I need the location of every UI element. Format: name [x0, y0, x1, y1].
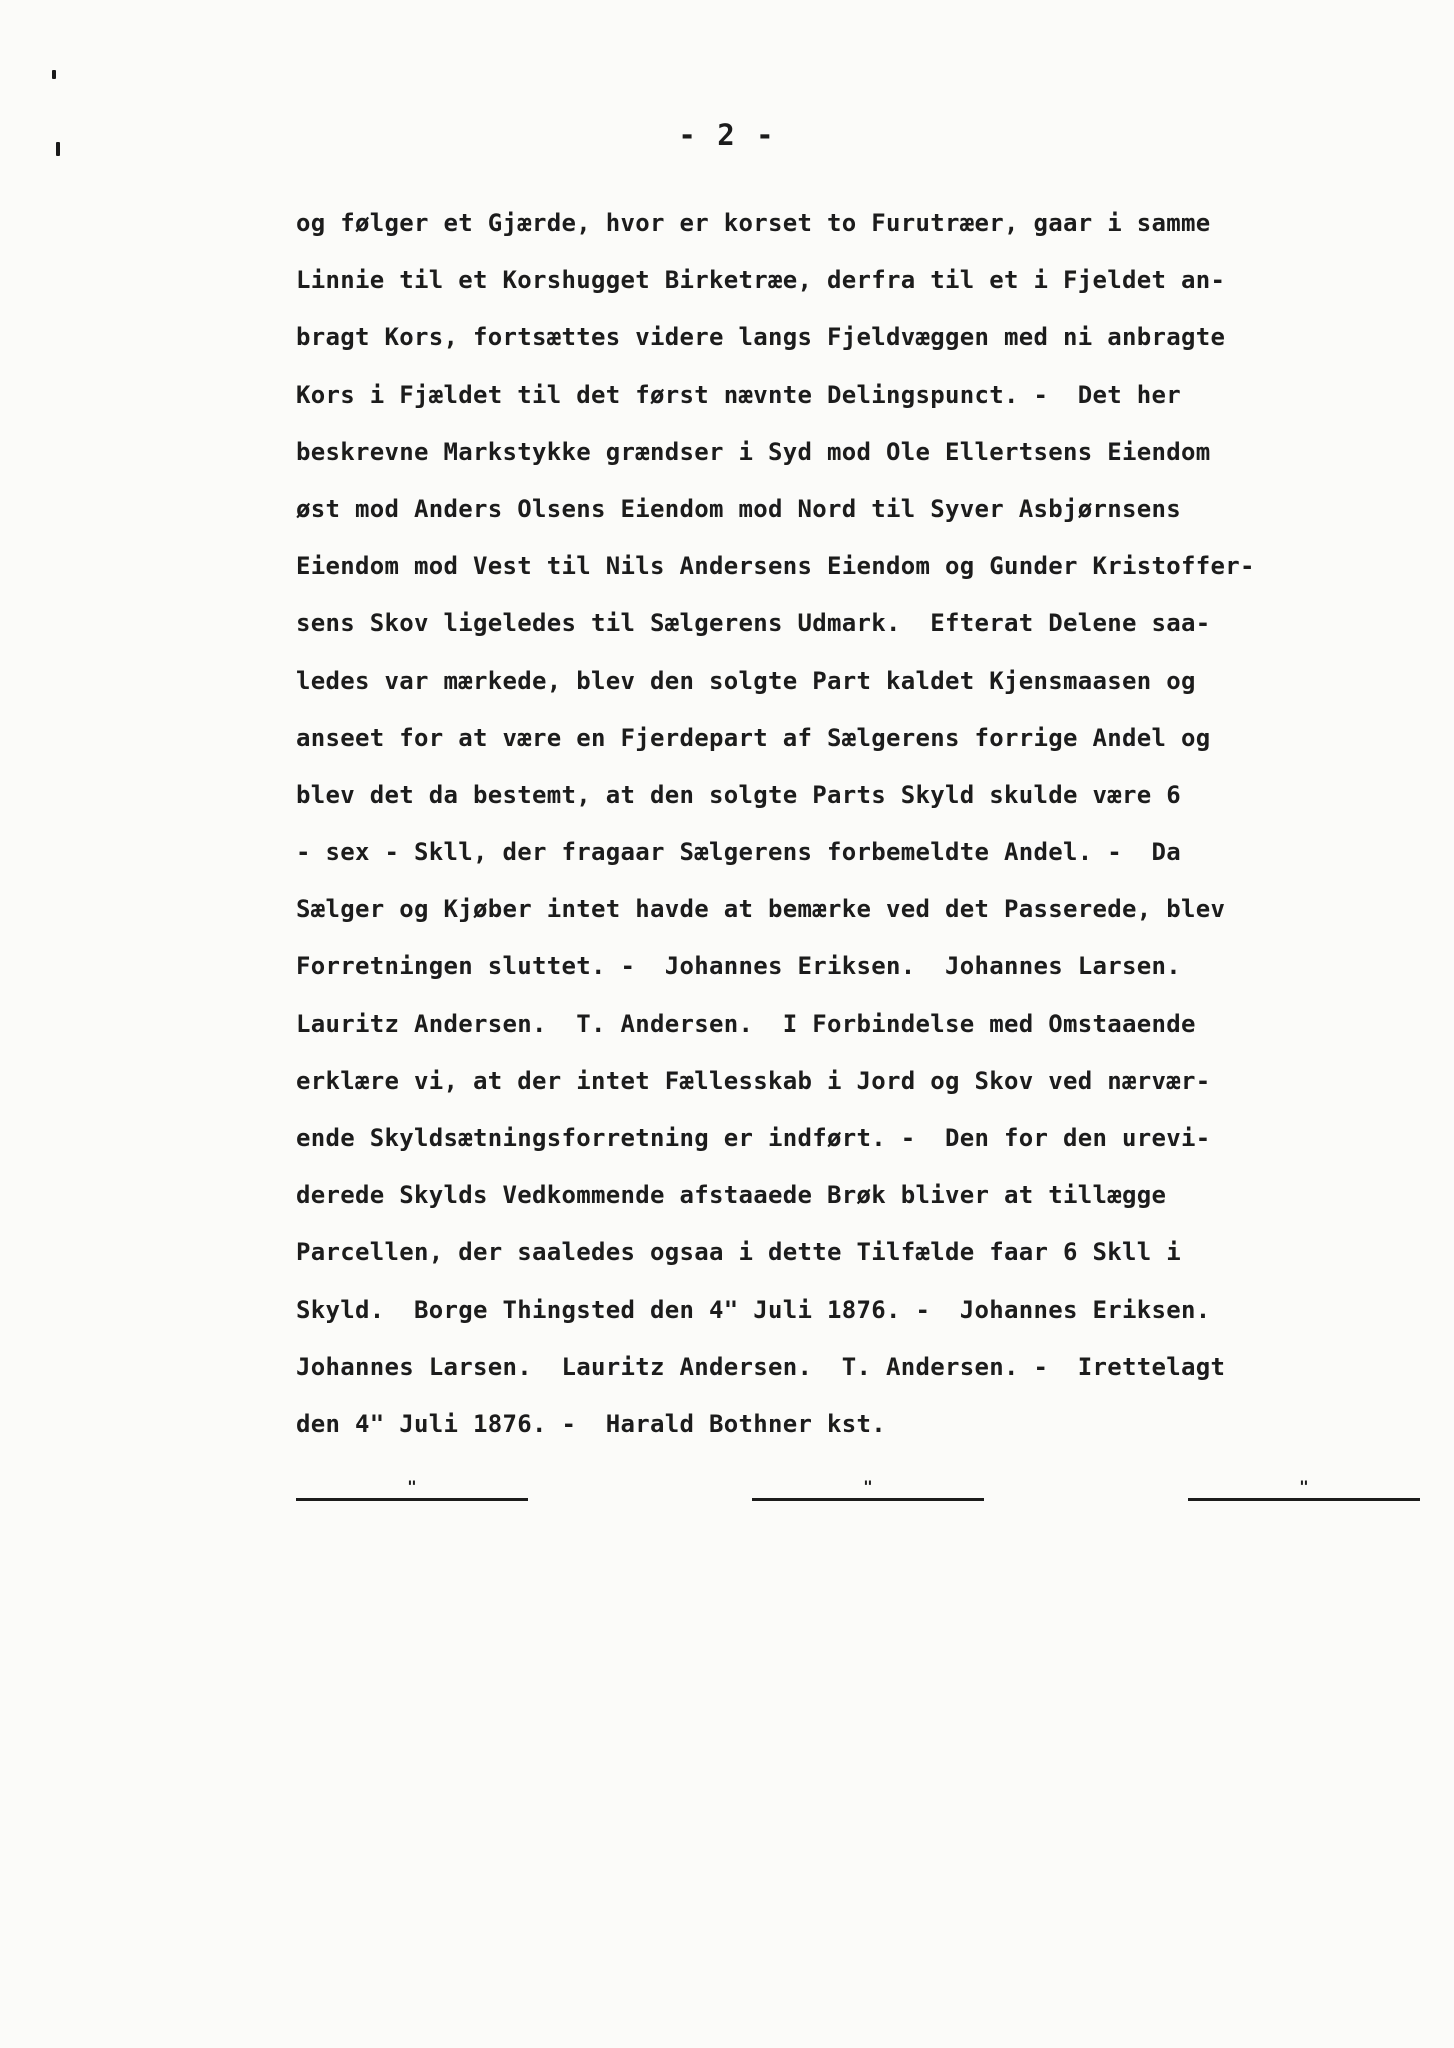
separator-line: " — [752, 1478, 984, 1501]
text-line: Kors i Fjældet til det først nævnte Delingspunct. - Det her — [296, 380, 1181, 409]
text-line: ledes var mærkede, blev den solgte Part kaldet Kjensmaasen og — [296, 666, 1196, 695]
text-line: derede Skylds Vedkommende afstaaede Brøk bliver at tillægge — [296, 1181, 1167, 1210]
page-number: - 2 - — [678, 118, 776, 152]
text-line: blev det da bestemt, at den solgte Parts Skyld skulde være 6 — [296, 780, 1181, 809]
text-line: erklære vi, at der intet Fællesskab i Jord og Skov ved nærvær- — [296, 1066, 1211, 1095]
text-line: Johannes Larsen. Lauritz Andersen. T. Andersen. - Irettelagt — [296, 1352, 1226, 1381]
margin-mark — [52, 70, 56, 79]
text-line: øst mod Anders Olsens Eiendom mod Nord til Syver Asbjørnsens — [296, 494, 1181, 523]
separator-line: " — [1188, 1478, 1420, 1501]
text-line: - sex - Skll, der fragaar Sælgerens forbemeldte Andel. - Da — [296, 838, 1181, 867]
text-line: Eiendom mod Vest til Nils Andersens Eiendom og Gunder Kristoffer- — [296, 552, 1255, 581]
text-line: Linnie til et Korshugget Birketræe, derfra til et i Fjeldet an- — [296, 266, 1226, 295]
text-line: og følger et Gjærde, hvor er korset to Furutræer, gaar i samme — [296, 209, 1211, 237]
text-line: Skyld. Borge Thingsted den 4" Juli 1876. - Johannes Eriksen. — [296, 1295, 1211, 1324]
separator-line: " — [296, 1478, 528, 1501]
text-line: den 4" Juli 1876. - Harald Bothner kst. — [296, 1409, 886, 1438]
document-body — [296, 201, 1255, 1459]
text-line: sens Skov ligeledes til Sælgerens Udmark. Efterat Delene saa- — [296, 609, 1211, 638]
text-line: Lauritz Andersen. T. Andersen. I Forbindelse med Omstaaende — [296, 1009, 1196, 1038]
text-line: Sælger og Kjøber intet havde at bemærke ved det Passerede, blev — [296, 895, 1226, 924]
text-line: Parcellen, der saaledes ogsaa i dette Tilfælde faar 6 Skll i — [296, 1238, 1181, 1267]
text-line: ende Skyldsætningsforretning er indført. - Den for den urevi- — [296, 1124, 1211, 1152]
text-line: anseet for at være en Fjerdepart af Sælgerens forrige Andel og — [296, 723, 1211, 752]
text-line: bragt Kors, fortsættes videre langs Fjeldvæggen med ni anbragte — [296, 323, 1226, 352]
text-line: Forretningen sluttet. - Johannes Eriksen. Johannes Larsen. — [296, 952, 1181, 981]
text-line: beskrevne Markstykke grændser i Syd mod Ole Ellertsens Eiendom — [296, 437, 1211, 466]
